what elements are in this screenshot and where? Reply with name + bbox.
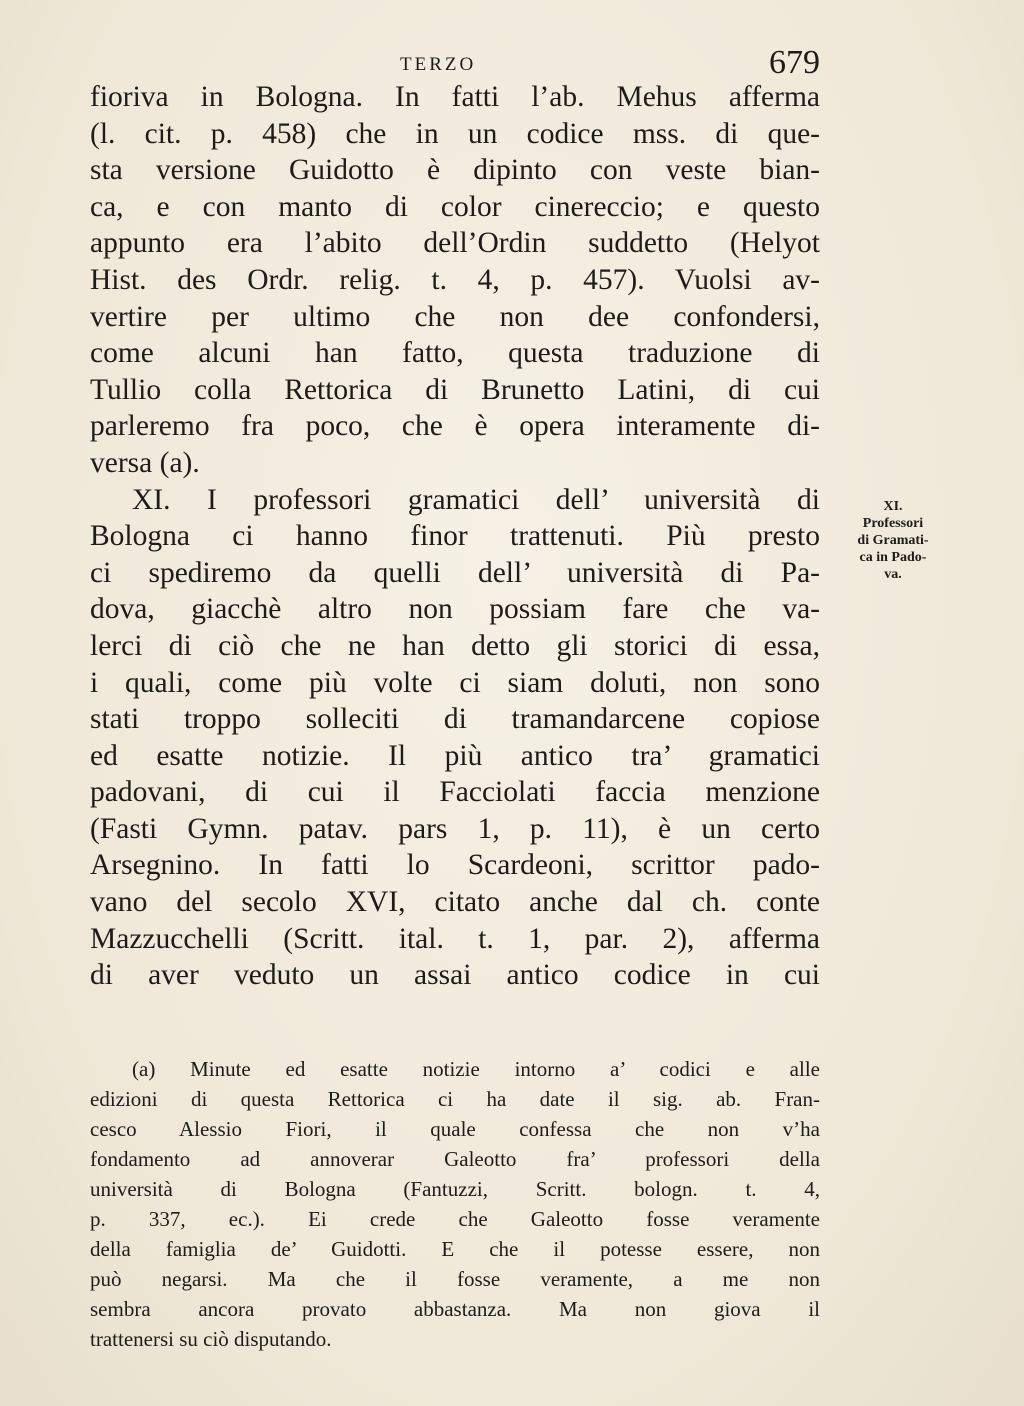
margin-note-line: ca in Pado- — [859, 550, 927, 565]
body-line: ca, e con manto di color cinereccio; e questo — [90, 190, 820, 223]
footnote — [90, 1054, 820, 1354]
footnote-line: università di Bologna (Fantuzzi, Scritt. bologn. t. 4, — [90, 1177, 820, 1201]
margin-note-line: va. — [884, 567, 902, 582]
body-line: lerci di ciò che ne han detto gli storici di essa, — [90, 629, 820, 662]
body-text — [90, 79, 820, 994]
running-title: TERZO — [400, 54, 477, 75]
margin-note-line: Professori — [862, 516, 924, 531]
body-line: Hist. des Ordr. relig. t. 4, p. 457). Vuolsi av- — [90, 263, 820, 296]
margin-note — [838, 498, 948, 583]
body-line: Bologna ci hanno finor trattenuti. Più presto — [90, 520, 820, 553]
footnote-line: sembra ancora provato abbastanza. Ma non giova il — [90, 1297, 820, 1321]
body-line: parleremo fra poco, che è opera interamente di- — [90, 410, 820, 443]
body-line: fioriva in Bologna. In fatti l’ab. Mehus afferma — [90, 81, 820, 113]
section-heading-line: XI. I professori gramatici dell’ università di — [132, 483, 820, 516]
body-line: sta versione Guidotto è dipinto con veste bian- — [90, 154, 820, 187]
body-line: (Fasti Gymn. patav. pars 1, p. 11), è un certo — [90, 812, 820, 845]
body-line: versa (a). — [90, 446, 200, 479]
body-line: stati troppo solleciti di tramandarcene copiose — [90, 703, 820, 736]
footnote-line: cesco Alessio Fiori, il quale confessa che non v’ha — [90, 1117, 820, 1141]
body-line: (l. cit. p. 458) che in un codice mss. di que- — [90, 117, 820, 150]
footnote-line: p. 337, ec.). Ei crede che Galeotto fosse veramente — [90, 1207, 820, 1231]
footnote-line: può negarsi. Ma che il fosse veramente, a me non — [90, 1267, 820, 1291]
footnote-line: fondamento ad annoverar Galeotto fra’ professori della — [90, 1147, 820, 1171]
footnote-line: della famiglia de’ Guidotti. E che il potesse essere, non — [90, 1237, 820, 1261]
body-line: come alcuni han fatto, questa traduzione di — [90, 337, 820, 370]
page-number: 679 — [769, 44, 820, 81]
margin-note-line: di Gramati- — [857, 533, 929, 548]
body-line: i quali, come più volte ci siam doluti, non sono — [90, 666, 820, 699]
body-line: vertire per ultimo che non dee confondersi, — [90, 300, 820, 333]
footnote-line: trattenersi su ciò disputando. — [90, 1327, 332, 1351]
body-line: Tullio colla Rettorica di Brunetto Latini, di cui — [90, 373, 820, 406]
body-line: appunto era l’abito dell’Ordin suddetto (Helyot — [90, 227, 820, 260]
body-line: di aver veduto un assai antico codice in cui — [90, 959, 820, 992]
body-line: padovani, di cui il Facciolati faccia menzione — [90, 776, 820, 809]
margin-note-line: XI. — [883, 499, 903, 514]
body-line: Mazzucchelli (Scritt. ital. t. 1, par. 2), afferma — [90, 922, 820, 955]
body-line: vano del secolo XVI, citato anche dal ch. conte — [90, 886, 820, 919]
body-line: ci spediremo da quelli dell’ università di Pa- — [90, 556, 820, 589]
footnote-line: edizioni di questa Rettorica ci ha date il sig. ab. Fran- — [90, 1087, 820, 1111]
body-line: Arsegnino. In fatti lo Scardeoni, scrittor pado- — [90, 849, 820, 882]
body-line: dova, giacchè altro non possiam fare che va- — [90, 593, 820, 626]
body-line: ed esatte notizie. Il più antico tra’ gramatici — [90, 739, 820, 772]
footnote-line: (a) Minute ed esatte notizie intorno a’ codici e alle — [132, 1057, 820, 1081]
